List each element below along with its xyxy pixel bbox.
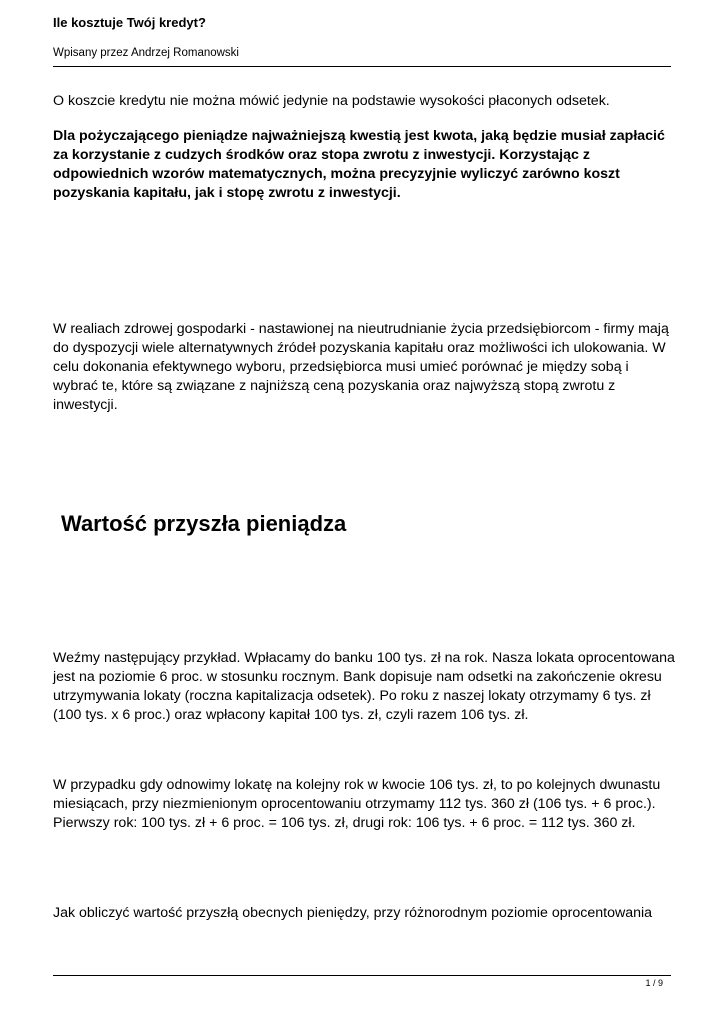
intro-paragraph: O koszcie kredytu nie można mówić jedynie na podstawie wysokości płaconych odsetek. (53, 93, 610, 109)
page-number: 1 / 9 (645, 978, 663, 988)
author-byline: Wpisany przez Andrzej Romanowski (53, 47, 239, 59)
body-paragraph-1: W realiach zdrowej gospodarki - nastawionej na nieutrudnianie życia przedsiębiorcom - firmy mają do dyspozycji wiele alternatywnych źródeł pozyskania kapitału oraz możliwości ich ulokowania. W celu dokonania efektywnego wyboru, przedsiębiorca musi umieć porównać je między sobą i wybrać te, które są związane z najniższą ceną pozyskania oraz najwyższą stopą zwrotu z inwestycji. (53, 321, 669, 413)
header-divider (53, 66, 671, 67)
body-paragraph-2: Weźmy następujący przykład. Wpłacamy do banku 100 tys. zł na rok. Nasza lokata oprocentowana jest na poziomie 6 proc. w stosunku rocznym. Bank dopisuje nam odsetki na zakończenie okresu utrzymywania lokaty (roczna kapitalizacja odsetek). Po roku z naszej lokaty otrzymamy 6 tys. zł (100 tys. x 6 proc.) oraz wpłacony kapitał 100 tys. zł, czyli razem 106 tys. zł. (53, 650, 675, 723)
body-paragraph-3: W przypadku gdy odnowimy lokatę na kolejny rok w kwocie 106 tys. zł, to po kolejnych dwunastu miesiącach, przy niezmienionym oprocentowaniu otrzymamy 112 tys. 360 zł (106 tys. + 6 proc.). Pierwszy rok: 100 tys. zł + 6 proc. = 106 tys. zł, drugi rok: 106 tys. + 6 proc. = 112 tys. 360 zł. (53, 777, 661, 831)
lead-paragraph: Dla pożyczającego pieniądze najważniejszą kwestią jest kwota, jaką będzie musiał zapłacić za korzystanie z cudzych środków oraz stopa zwrotu z inwestycji. Korzystając z odpowiednich wzorów matematycznych, można precyzyjnie wyliczyć zarówno koszt pozyskania kapitału, jak i stopę zwrotu z inwestycji. (53, 128, 665, 201)
page-title: Ile kosztuje Twój kredyt? (53, 15, 206, 30)
body-paragraph-4: Jak obliczyć wartość przyszłą obecnych pieniędzy, przy różnorodnym poziomie oprocentowania (53, 905, 653, 921)
section-heading: Wartość przyszła pieniądza (61, 511, 347, 536)
footer-divider (53, 975, 671, 976)
